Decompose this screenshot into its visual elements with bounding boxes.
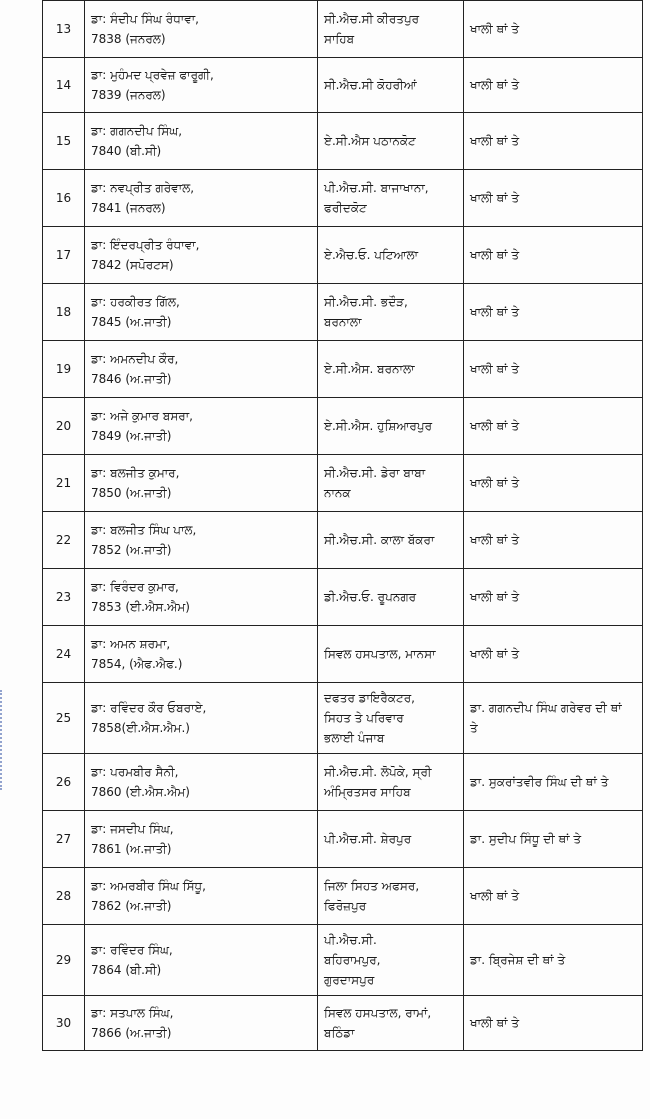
table-row — [43, 569, 643, 626]
remark-cell — [464, 455, 643, 512]
serial-number: 21 — [43, 455, 85, 512]
posting-cell — [318, 455, 464, 512]
doctor-name: ਡਾ: ਬਲਜੀਤ ਸਿੰਘ ਪਾਲ, — [91, 523, 197, 537]
doctor-cell — [85, 569, 318, 626]
table-row — [43, 925, 643, 996]
remark-cell — [464, 754, 643, 811]
table-row — [43, 113, 643, 170]
posting-cell — [318, 113, 464, 170]
remark-line: ਖਾਲੀ ਥਾਂ ਤੇ — [470, 248, 520, 262]
doctor-cell — [85, 754, 318, 811]
posting-line: ਪੀ.ਐਚ.ਸੀ. ਬਾਜਾਖਾਨਾ, — [324, 181, 429, 195]
posting-line: ਸਿਹਤ ਤੇ ਪਰਿਵਾਰ — [324, 711, 404, 725]
serial-number: 19 — [43, 341, 85, 398]
posting-line: ਸਿਵਲ ਹਸਪਤਾਲ, ਮਾਨਸਾ — [324, 647, 436, 661]
doctor-cell — [85, 113, 318, 170]
posting-line: ਏ.ਸੀ.ਐਸ. ਹੁਸ਼ਿਆਰਪੁਰ — [324, 419, 433, 433]
doctor-name: ਡਾ: ਅਮਰਬੀਰ ਸਿੰਘ ਸਿੱਧੂ, — [91, 879, 206, 893]
table-row — [43, 996, 643, 1051]
table-row — [43, 58, 643, 113]
doctor-cell — [85, 398, 318, 455]
posting-cell — [318, 341, 464, 398]
serial-number: 25 — [43, 683, 85, 754]
posting-cell — [318, 754, 464, 811]
remark-cell — [464, 170, 643, 227]
doctor-cell — [85, 996, 318, 1051]
serial-number: 17 — [43, 227, 85, 284]
serial-number: 16 — [43, 170, 85, 227]
margin-stamp-mark — [0, 690, 10, 790]
posting-cell — [318, 626, 464, 683]
table-row — [43, 868, 643, 925]
remark-line: ਖਾਲੀ ਥਾਂ ਤੇ — [470, 889, 520, 903]
remark-line: ਡਾ. ਗਗਨਦੀਪ ਸਿੰਘ ਗਰੇਵਰ ਦੀ ਥਾਂ — [470, 701, 622, 715]
doctor-name: ਡਾ: ਸਤਪਾਲ ਸਿੰਘ, — [91, 1006, 174, 1020]
doctor-cell — [85, 811, 318, 868]
posting-line: ਡੀ.ਐਚ.ਓ. ਰੂਪਨਗਰ — [324, 590, 417, 604]
doctor-cell — [85, 1, 318, 58]
posting-line: ਫਰੀਦਕੋਟ — [324, 201, 367, 215]
doctor-code: 7841 (ਜਨਰਲ) — [91, 201, 166, 215]
remark-cell — [464, 227, 643, 284]
posting-line: ਦਫਤਰ ਡਾਇਰੈਕਟਰ, — [324, 691, 415, 705]
posting-line: ਬਰਨਾਲਾ — [324, 315, 362, 329]
serial-number: 23 — [43, 569, 85, 626]
posting-line: ਨਾਨਕ — [324, 486, 351, 500]
serial-number: 14 — [43, 58, 85, 113]
doctor-name: ਡਾ: ਰਵਿੰਦਰ ਕੌਰ ਓਬਰਾਏ, — [91, 701, 207, 715]
doctor-name: ਡਾ: ਬਲਜੀਤ ਕੁਮਾਰ, — [91, 466, 180, 480]
remark-line: ਖਾਲੀ ਥਾਂ ਤੇ — [470, 22, 520, 36]
remark-cell — [464, 512, 643, 569]
remark-cell — [464, 996, 643, 1051]
doctor-cell — [85, 512, 318, 569]
table-row — [43, 398, 643, 455]
posting-line: ਸੀ.ਐਚ.ਸੀ. ਭਦੌੜ, — [324, 295, 408, 309]
remark-line: ਖਾਲੀ ਥਾਂ ਤੇ — [470, 78, 520, 92]
remark-line: ਖਾਲੀ ਥਾਂ ਤੇ — [470, 305, 520, 319]
doctor-name: ਡਾ: ਅਮਨਦੀਪ ਕੌਰ, — [91, 352, 179, 366]
table-row — [43, 341, 643, 398]
doctor-code: 7842 (ਸਪੋਰਟਸ) — [91, 258, 174, 272]
table-row — [43, 455, 643, 512]
doctor-code: 7839 (ਜਨਰਲ) — [91, 88, 166, 102]
remark-cell — [464, 284, 643, 341]
remark-line: ਖਾਲੀ ਥਾਂ ਤੇ — [470, 647, 520, 661]
table-row — [43, 626, 643, 683]
posting-cell — [318, 925, 464, 996]
posting-line: ਪੀ.ਐਚ.ਸੀ. — [324, 933, 377, 947]
doctor-code: 7845 (ਅ.ਜਾਤੀ) — [91, 315, 172, 329]
serial-number: 18 — [43, 284, 85, 341]
posting-line: ਸਾਹਿਬ — [324, 32, 355, 46]
doctor-cell — [85, 170, 318, 227]
posting-cell — [318, 227, 464, 284]
serial-number: 15 — [43, 113, 85, 170]
remark-cell — [464, 569, 643, 626]
table-row — [43, 227, 643, 284]
posting-line: ਏ.ਸੀ.ਐਸ. ਬਰਨਾਲਾ — [324, 362, 415, 376]
doctor-cell — [85, 341, 318, 398]
doctor-code: 7840 (ਬੀ.ਸੀ) — [91, 144, 162, 158]
remark-cell — [464, 1, 643, 58]
remark-line: ਖਾਲੀ ਥਾਂ ਤੇ — [470, 362, 520, 376]
remark-cell — [464, 683, 643, 754]
posting-cell — [318, 58, 464, 113]
doctor-cell — [85, 683, 318, 754]
serial-number: 20 — [43, 398, 85, 455]
table-row — [43, 1, 643, 58]
posting-cell — [318, 1, 464, 58]
remark-line: ਖਾਲੀ ਥਾਂ ਤੇ — [470, 191, 520, 205]
serial-number: 24 — [43, 626, 85, 683]
doctor-code: 7838 (ਜਨਰਲ) — [91, 32, 166, 46]
table-row — [43, 754, 643, 811]
posting-line: ਏ.ਐਚ.ਓ. ਪਟਿਆਲਾ — [324, 248, 419, 262]
doctor-name: ਡਾ: ਪਰਮਬੀਰ ਸੈਨੀ, — [91, 765, 179, 779]
posting-line: ਸੀ.ਐਚ.ਸੀ. ਕਾਲਾ ਬੱਕਰਾ — [324, 533, 435, 547]
posting-cell — [318, 868, 464, 925]
posting-line: ਜਿਲਾ ਸਿਹਤ ਅਫਸਰ, — [324, 879, 420, 893]
remark-line: ਡਾ. ਬ੍ਰਿਜੇਸ਼ ਦੀ ਥਾਂ ਤੇ — [470, 953, 566, 967]
doctor-code: 7854, (ਐਫ.ਐਫ.) — [91, 657, 183, 671]
remark-line: ਖਾਲੀ ਥਾਂ ਤੇ — [470, 419, 520, 433]
posting-cell — [318, 284, 464, 341]
remark-line: ਡਾ. ਸੁਕਰਾਂਤਵੀਰ ਸਿੰਘ ਦੀ ਥਾਂ ਤੇ — [470, 775, 609, 789]
posting-line: ਪੀ.ਐਚ.ਸੀ. ਸ਼ੇਰਪੁਰ — [324, 832, 412, 846]
doctor-name: ਡਾ: ਮੁਹੰਮਦ ਪ੍ਰਵੇਜ਼ ਫਾਰੂਗੀ, — [91, 68, 214, 82]
doctor-code: 7864 (ਬੀ.ਸੀ) — [91, 963, 162, 977]
posting-line: ਭਲਾਈ ਪੰਜਾਬ — [324, 731, 385, 745]
remark-line: ਖਾਲੀ ਥਾਂ ਤੇ — [470, 1016, 520, 1030]
doctor-code: 7852 (ਅ.ਜਾਤੀ) — [91, 543, 172, 557]
doctor-name: ਡਾ: ਨਵਪ੍ਰੀਤ ਗਰੇਵਾਲ, — [91, 181, 195, 195]
posting-cell — [318, 811, 464, 868]
doctor-code: 7849 (ਅ.ਜਾਤੀ) — [91, 429, 172, 443]
serial-number: 28 — [43, 868, 85, 925]
doctor-code: 7846 (ਅ.ਜਾਤੀ) — [91, 372, 172, 386]
posting-cell — [318, 569, 464, 626]
doctor-code: 7858(ਈ.ਐਸ.ਐਮ.) — [91, 721, 190, 735]
table-row — [43, 512, 643, 569]
posting-line: ਬਹਿਰਾਮਪੁਰ, — [324, 953, 381, 967]
table-row — [43, 284, 643, 341]
remark-cell — [464, 925, 643, 996]
table-row — [43, 683, 643, 754]
serial-number: 29 — [43, 925, 85, 996]
serial-number: 27 — [43, 811, 85, 868]
table-row — [43, 170, 643, 227]
posting-line: ਫਿਰੋਜ਼ਪੁਰ — [324, 899, 367, 913]
doctor-name: ਡਾ: ਹਰਕੀਰਤ ਗਿੱਲ, — [91, 295, 180, 309]
doctor-code: 7850 (ਅ.ਜਾਤੀ) — [91, 486, 172, 500]
remark-cell — [464, 626, 643, 683]
remark-cell — [464, 811, 643, 868]
posting-cell — [318, 996, 464, 1051]
remark-line: ਡਾ. ਸੁਦੀਪ ਸਿੰਧੂ ਦੀ ਥਾਂ ਤੇ — [470, 832, 582, 846]
remark-line: ਖਾਲੀ ਥਾਂ ਤੇ — [470, 134, 520, 148]
doctor-cell — [85, 455, 318, 512]
posting-line: ਬਠਿੰਡਾ — [324, 1026, 355, 1040]
remark-cell — [464, 58, 643, 113]
serial-number: 13 — [43, 1, 85, 58]
table-row — [43, 811, 643, 868]
doctor-name: ਡਾ: ਰਵਿੰਦਰ ਸਿੰਘ, — [91, 943, 173, 957]
remark-line: ਖਾਲੀ ਥਾਂ ਤੇ — [470, 533, 520, 547]
doctor-code: 7860 (ਈ.ਐਸ.ਐਮ) — [91, 785, 190, 799]
postings-table — [42, 0, 643, 1051]
doctor-code: 7861 (ਅ.ਜਾਤੀ) — [91, 842, 172, 856]
doctor-name: ਡਾ: ਅਮਨ ਸ਼ਰਮਾ, — [91, 637, 171, 651]
doctor-cell — [85, 868, 318, 925]
doctor-cell — [85, 284, 318, 341]
posting-line: ਸੀ.ਐਚ.ਸੀ. ਡੇਰਾ ਬਾਬਾ — [324, 466, 426, 480]
serial-number: 30 — [43, 996, 85, 1051]
remark-cell — [464, 341, 643, 398]
posting-cell — [318, 512, 464, 569]
serial-number: 22 — [43, 512, 85, 569]
remark-cell — [464, 398, 643, 455]
doctor-cell — [85, 58, 318, 113]
posting-line: ਗੁਰਦਾਸਪੁਰ — [324, 973, 375, 987]
posting-cell — [318, 398, 464, 455]
posting-cell — [318, 683, 464, 754]
doctor-code: 7862 (ਅ.ਜਾਤੀ) — [91, 899, 172, 913]
doctor-cell — [85, 227, 318, 284]
posting-line: ਸੀ.ਐਚ.ਸੀ ਕੀਰਤਪੁਰ — [324, 12, 420, 26]
posting-line: ਸਿਵਲ ਹਸਪਤਾਲ, ਰਾਮਾਂ, — [324, 1006, 432, 1020]
remark-cell — [464, 868, 643, 925]
doctor-name: ਡਾ: ਜਸਦੀਪ ਸਿੰਘ, — [91, 822, 174, 836]
posting-line: ਏ.ਸੀ.ਐਸ ਪਠਾਨਕੋਟ — [324, 134, 416, 148]
doctor-name: ਡਾ: ਵਿਰੰਦਰ ਕੁਮਾਰ, — [91, 580, 179, 594]
doctor-code: 7853 (ਈ.ਐਸ.ਐਮ) — [91, 600, 190, 614]
serial-number: 26 — [43, 754, 85, 811]
remark-line: ਖਾਲੀ ਥਾਂ ਤੇ — [470, 476, 520, 490]
doctor-cell — [85, 626, 318, 683]
doctor-name: ਡਾ: ਗਗਨਦੀਪ ਸਿੰਘ, — [91, 124, 183, 138]
posting-line: ਅੰਮ੍ਰਿਤਸਰ ਸਾਹਿਬ — [324, 785, 411, 799]
doctor-name: ਡਾ: ਸੰਦੀਪ ਸਿੰਘ ਰੰਧਾਵਾ, — [91, 12, 199, 26]
doctor-cell — [85, 925, 318, 996]
remark-line: ਤੇ — [470, 721, 478, 735]
doctor-name: ਡਾ: ਅਜੇ ਕੁਮਾਰ ਬਸਰਾ, — [91, 409, 193, 423]
doctor-code: 7866 (ਅ.ਜਾਤੀ) — [91, 1026, 172, 1040]
posting-line: ਸੀ.ਐਚ.ਸੀ ਕੋਹਰੀਆਂ — [324, 78, 417, 92]
posting-cell — [318, 170, 464, 227]
doctor-name: ਡਾ: ਇੰਦਰਪ੍ਰੀਤ ਰੰਧਾਵਾ, — [91, 238, 200, 252]
remark-cell — [464, 113, 643, 170]
posting-line: ਸੀ.ਐਚ.ਸੀ. ਲੋਪੋਕੇ, ਸ੍ਰੀ — [324, 765, 432, 779]
remark-line: ਖਾਲੀ ਥਾਂ ਤੇ — [470, 590, 520, 604]
